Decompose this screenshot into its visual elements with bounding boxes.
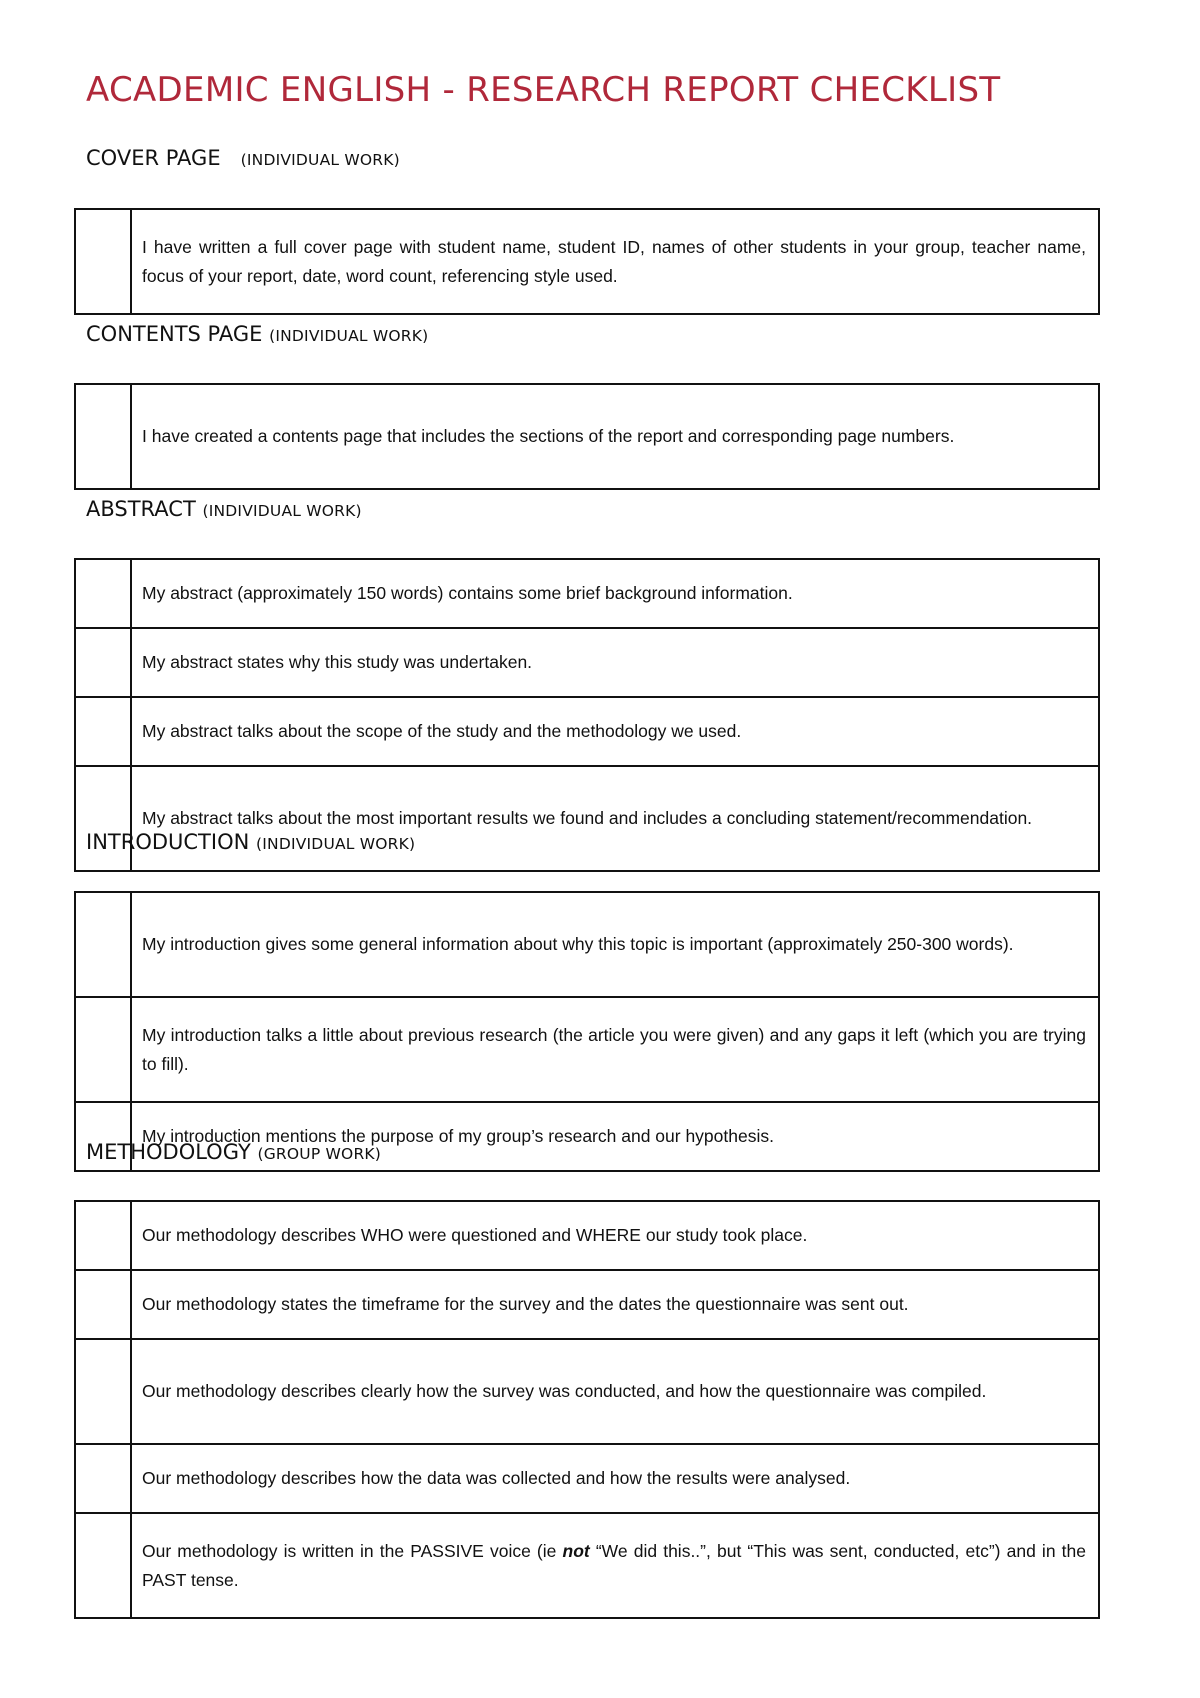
item-text-part: Our methodology is written in the PASSIVE voice (ie xyxy=(142,1540,563,1561)
checklist-item-text: Our methodology describes clearly how the survey was conducted, and how the questionnaire was compiled. xyxy=(131,1339,1099,1444)
section-heading-cover-page xyxy=(86,146,400,170)
section-title: ABSTRACT xyxy=(86,497,196,521)
checkbox[interactable] xyxy=(76,1445,130,1512)
checkbox-cell[interactable] xyxy=(75,384,131,489)
checkbox[interactable] xyxy=(76,1271,130,1338)
item-text-part: “We did this..”, but “This was sent, conducted, etc”) and in the PAST tense. xyxy=(142,1540,1086,1590)
checkbox[interactable] xyxy=(76,560,130,627)
checklist-row xyxy=(75,628,1099,697)
checkbox[interactable] xyxy=(76,629,130,696)
checkbox-cell[interactable] xyxy=(75,1270,131,1339)
checklist-item-text: Our methodology describes how the data was collected and how the results were analysed. xyxy=(131,1444,1099,1513)
section-heading-methodology xyxy=(86,1140,381,1164)
introduction-checklist xyxy=(74,891,1100,1172)
checklist-item-text: Our methodology describes WHO were questioned and WHERE our study took place. xyxy=(131,1201,1099,1270)
checklist-item-text: Our methodology states the timeframe for the survey and the dates the questionnaire was sent out. xyxy=(131,1270,1099,1339)
checkbox[interactable] xyxy=(76,1514,130,1617)
checkbox-cell[interactable] xyxy=(75,628,131,697)
abstract-checklist xyxy=(74,558,1100,872)
checklist-row xyxy=(75,997,1099,1102)
section-heading-abstract xyxy=(86,497,362,521)
checkbox-cell[interactable] xyxy=(75,1201,131,1270)
checkbox[interactable] xyxy=(76,210,130,313)
checklist-item-text: My abstract talks about the most important results we found and includes a concluding statement/recommendation. xyxy=(131,766,1099,871)
checklist-item-text: My abstract (approximately 150 words) contains some brief background information. xyxy=(131,559,1099,628)
methodology-checklist xyxy=(74,1200,1100,1619)
checkbox-cell[interactable] xyxy=(75,997,131,1102)
checklist-item-text: My introduction talks a little about previous research (the article you were given) and any gaps it left (which you are trying to fill). xyxy=(131,997,1099,1102)
checklist-row xyxy=(75,559,1099,628)
checklist-item-text: I have created a contents page that includes the sections of the report and corresponding page numbers. xyxy=(131,384,1099,489)
section-title: COVER PAGE xyxy=(86,146,221,170)
checklist-item-text: My introduction mentions the purpose of my group’s research and our hypothesis. xyxy=(131,1102,1099,1171)
section-title: CONTENTS PAGE xyxy=(86,322,263,346)
section-title: INTRODUCTION xyxy=(86,830,250,854)
checkbox[interactable] xyxy=(76,385,130,488)
checklist-row xyxy=(75,1270,1099,1339)
checkbox-cell[interactable] xyxy=(75,697,131,766)
checkbox[interactable] xyxy=(76,698,130,765)
checklist-row xyxy=(75,766,1099,871)
section-note: (INDIVIDUAL WORK) xyxy=(240,151,400,169)
checklist-item-text: My introduction gives some general information about why this topic is important (approximately 250-300 words). xyxy=(131,892,1099,997)
checkbox-cell[interactable] xyxy=(75,892,131,997)
checklist-row xyxy=(75,1201,1099,1270)
section-note: (INDIVIDUAL WORK) xyxy=(269,327,429,345)
checkbox-cell[interactable] xyxy=(75,1513,131,1618)
section-heading-contents-page xyxy=(86,322,428,346)
checklist-item-text xyxy=(131,1513,1099,1618)
checkbox[interactable] xyxy=(76,1340,130,1443)
checkbox-cell[interactable] xyxy=(75,1444,131,1513)
emphasis-text: not xyxy=(562,1540,590,1561)
checklist-row xyxy=(75,697,1099,766)
checkbox[interactable] xyxy=(76,998,130,1101)
checkbox-cell[interactable] xyxy=(75,559,131,628)
checklist-item-text: My abstract states why this study was undertaken. xyxy=(131,628,1099,697)
checklist-row xyxy=(75,384,1099,489)
checklist-row xyxy=(75,209,1099,314)
section-note: (INDIVIDUAL WORK) xyxy=(256,835,416,853)
section-note: (GROUP WORK) xyxy=(257,1145,382,1163)
checklist-item-text: My abstract talks about the scope of the study and the methodology we used. xyxy=(131,697,1099,766)
checklist-item-text: I have written a full cover page with student name, student ID, names of other students in your group, teacher name, focus of your report, date, word count, referencing style used. xyxy=(131,209,1099,314)
document-title: ACADEMIC ENGLISH - RESEARCH REPORT CHECKLIST xyxy=(86,70,1001,110)
section-note: (INDIVIDUAL WORK) xyxy=(202,502,362,520)
checklist-row xyxy=(75,1444,1099,1513)
checkbox[interactable] xyxy=(76,767,130,870)
checklist-row xyxy=(75,892,1099,997)
section-title: METHODOLOGY xyxy=(86,1140,251,1164)
checkbox-cell[interactable] xyxy=(75,766,131,871)
checkbox[interactable] xyxy=(76,1202,130,1269)
checklist-row xyxy=(75,1339,1099,1444)
contents-page-checklist xyxy=(74,383,1100,490)
cover-page-checklist xyxy=(74,208,1100,315)
section-heading-introduction xyxy=(86,830,415,854)
checklist-row xyxy=(75,1513,1099,1618)
checkbox-cell[interactable] xyxy=(75,1339,131,1444)
checkbox[interactable] xyxy=(76,893,130,996)
checkbox-cell[interactable] xyxy=(75,209,131,314)
